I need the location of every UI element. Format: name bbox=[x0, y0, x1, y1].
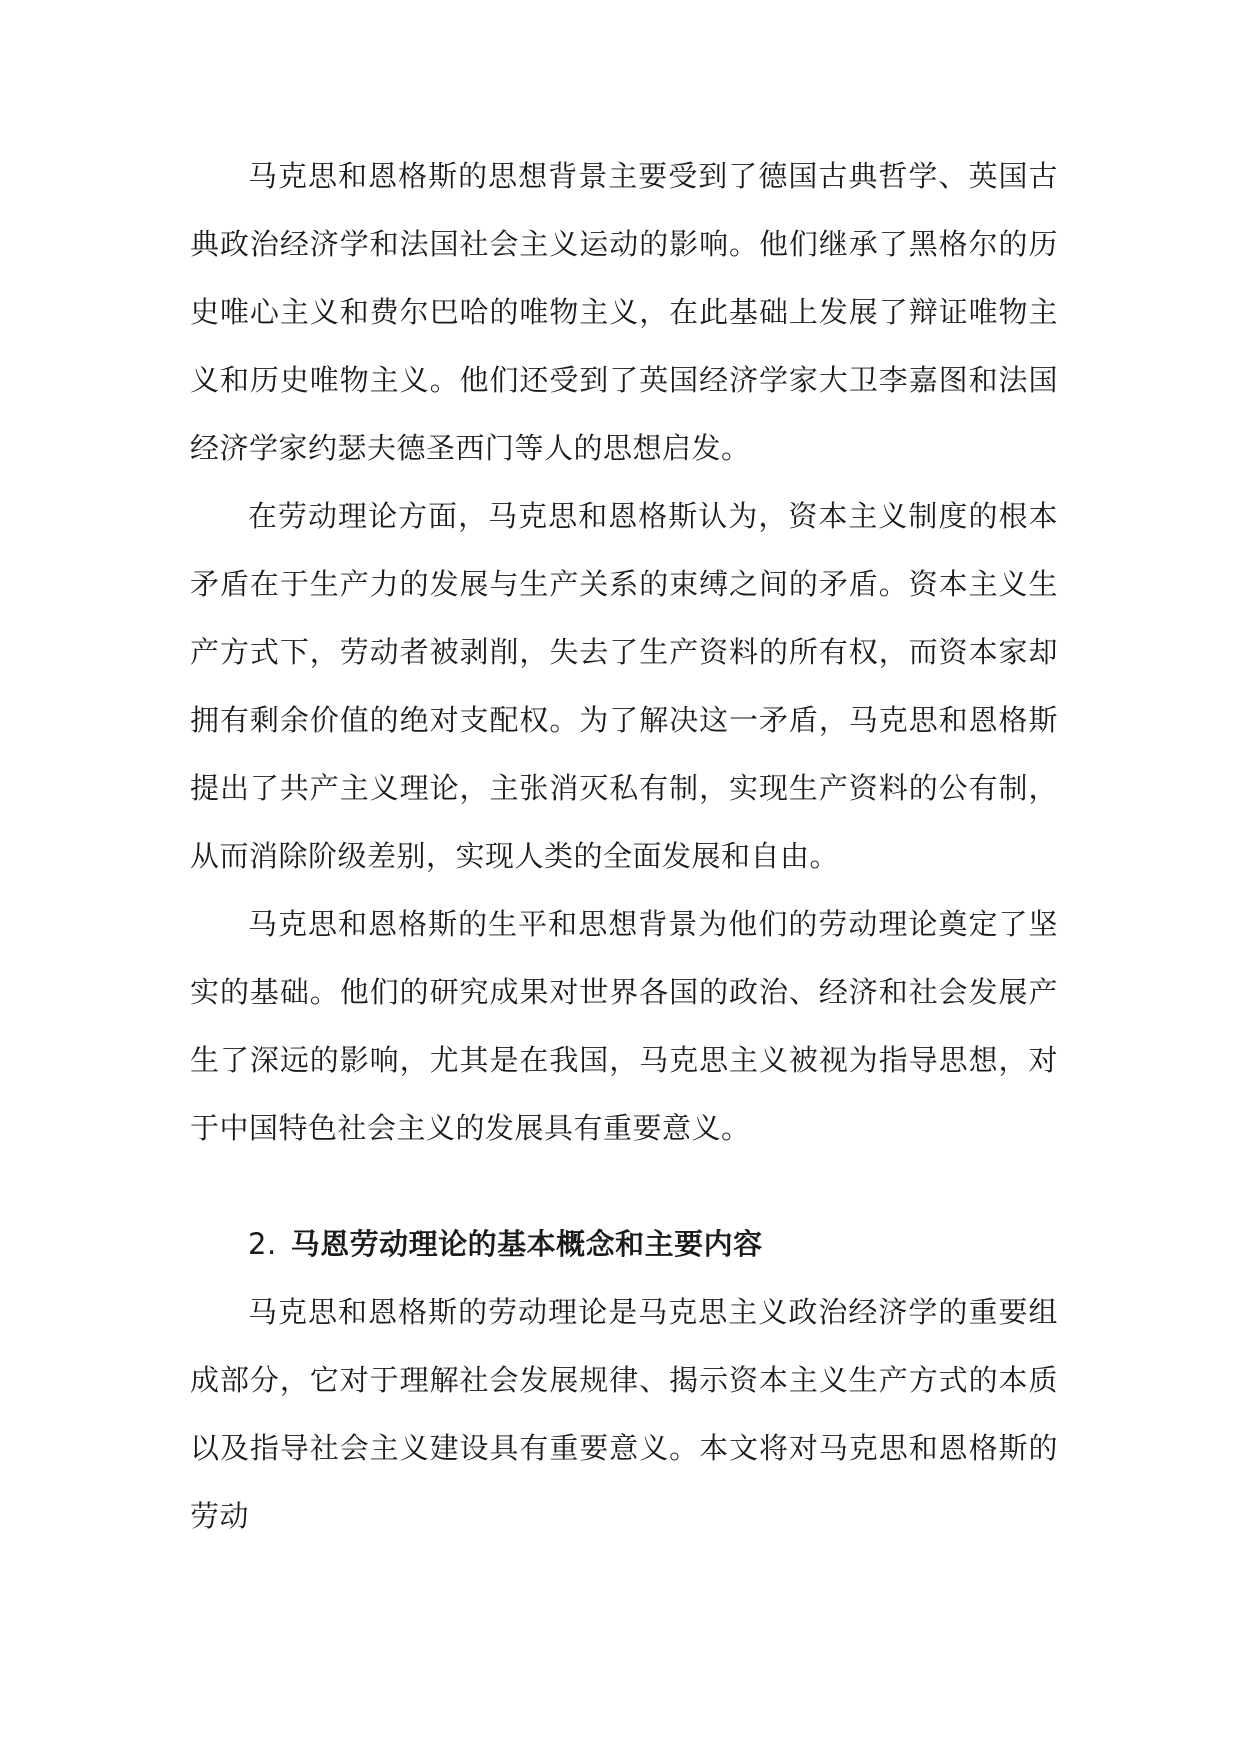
paragraph-foundation: 马克思和恩格斯的生平和思想背景为他们的劳动理论奠定了坚实的基础。他们的研究成果对世界各国的政治、经济和社会发展产生了深远的影响，尤其是在我国，马克思主义被视为指导思想，对于中国特色社会主义的发展具有重要意义。 bbox=[190, 907, 1058, 1145]
paragraph-intellectual-background: 马克思和恩格斯的思想背景主要受到了德国古典哲学、英国古典政治经济学和法国社会主义运动的影响。他们继承了黑格尔的历史唯心主义和费尔巴哈的唯物主义，在此基础上发展了辩证唯物主义和历史唯物主义。他们还受到了英国经济学家大卫李嘉图和法国经济学家约瑟夫德圣西门等人的思想启发。 bbox=[190, 159, 1058, 465]
paragraph-labor-theory: 在劳动理论方面，马克思和恩格斯认为，资本主义制度的根本矛盾在于生产力的发展与生产关系的束缚之间的矛盾。资本主义生产方式下，劳动者被剥削，失去了生产资料的所有权，而资本家却拥有剩余价值的绝对支配权。为了解决这一矛盾，马克思和恩格斯提出了共产主义理论，主张消灭私有制，实现生产资料的公有制，从而消除阶级差别，实现人类的全面发展和自由。 bbox=[190, 499, 1058, 873]
section-heading bbox=[190, 1210, 1058, 1278]
section-title: 马恩劳动理论的基本概念和主要内容 bbox=[290, 1227, 763, 1261]
section-number: 2. bbox=[248, 1227, 277, 1261]
document-page bbox=[190, 142, 1058, 1550]
paragraph-section-intro: 马克思和恩格斯的劳动理论是马克思主义政治经济学的重要组成部分，它对于理解社会发展规律、揭示资本主义生产方式的本质以及指导社会主义建设具有重要意义。本文将对马克思和恩格斯的劳动 bbox=[190, 1295, 1058, 1533]
